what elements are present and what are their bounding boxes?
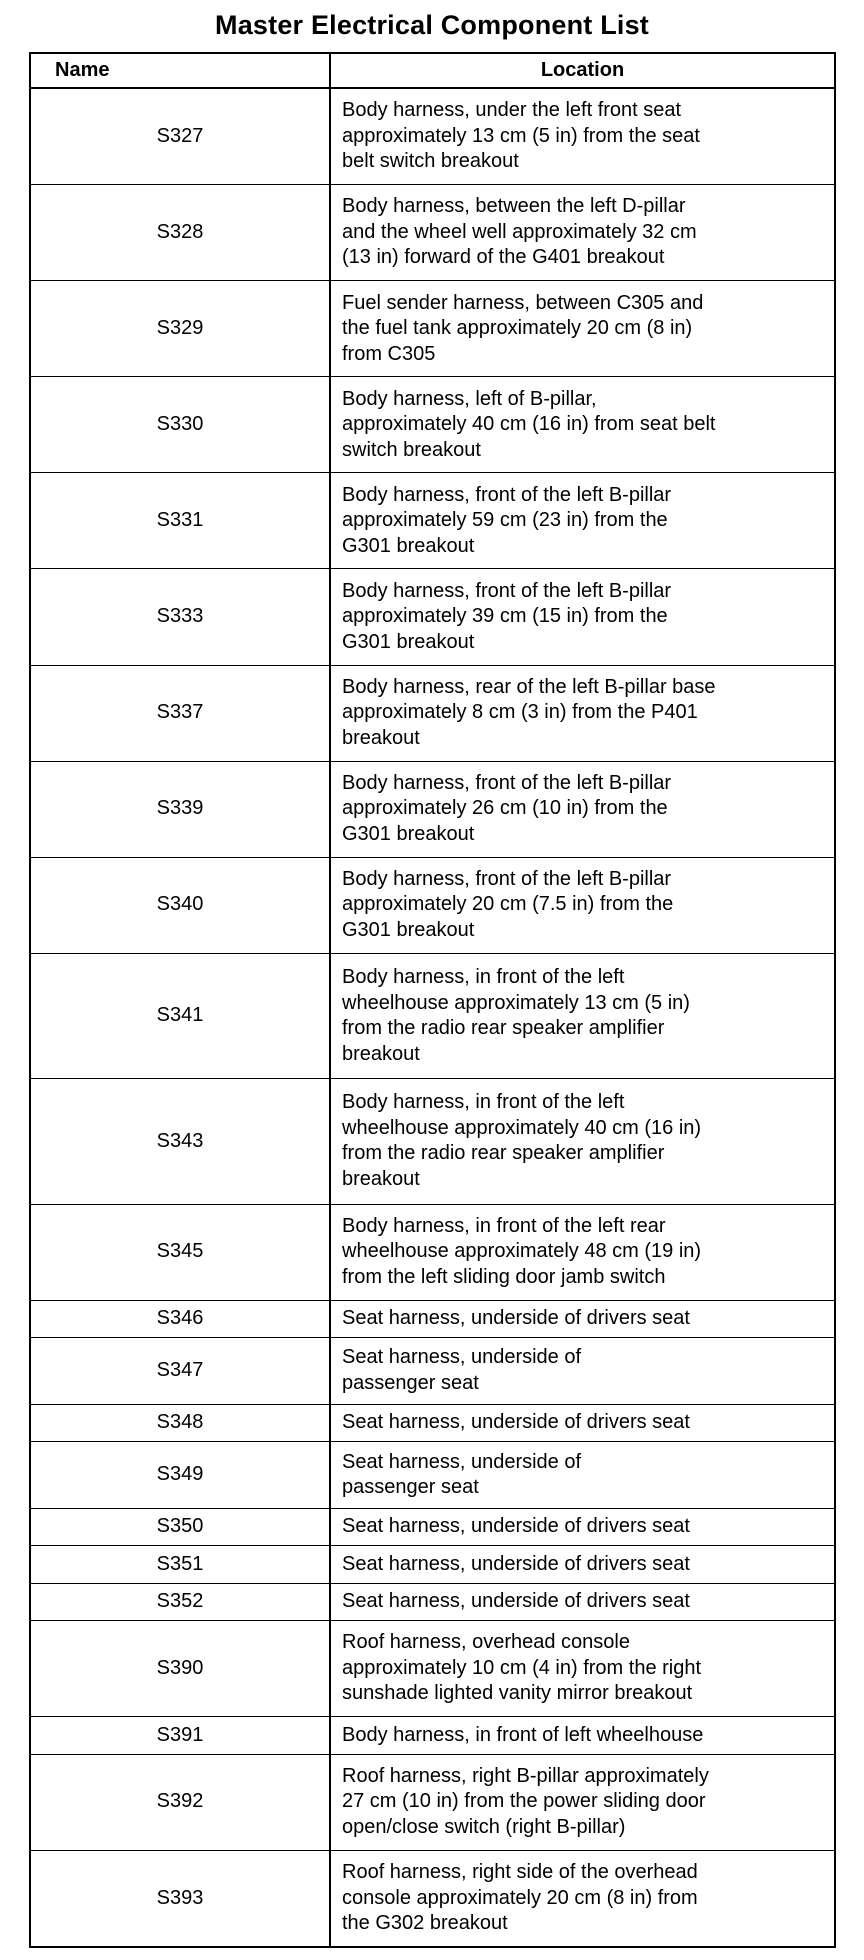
location-line: Body harness, in front of the left [342,966,625,988]
location-line: G301 breakout [342,918,475,941]
location-line: Body harness, front of the left B-pillar [342,579,672,602]
location-line: (13 in) forward of the G401 breakout [342,246,665,269]
location-line: Seat harness, underside of drivers seat [342,1552,690,1575]
component-location-cell [330,1850,834,1946]
location-line: Seat harness, underside of drivers seat [342,1411,690,1434]
location-line: Body harness, in front of left wheelhouse [342,1723,704,1746]
location-line: belt switch breakout [342,150,519,173]
component-name-cell: S347 [31,1338,330,1405]
table-row [31,1717,834,1754]
component-name-cell: S341 [31,953,330,1078]
location-line: Fuel sender harness, between C305 and [342,291,704,314]
component-name-cell: S343 [31,1079,330,1204]
component-location-cell [330,281,834,377]
component-location-cell [330,1508,834,1545]
table-row [31,1621,834,1717]
table-row [31,88,834,185]
table-row [31,1583,834,1620]
component-location-cell [330,1583,834,1620]
component-name-cell: S352 [31,1583,330,1620]
component-table-frame [29,52,836,1948]
component-name-cell: S327 [31,88,330,185]
location-line: wheelhouse approximately 13 cm (5 in) [342,991,690,1014]
component-name-cell: S392 [31,1754,330,1850]
table-row [31,1508,834,1545]
location-line: approximately 40 cm (16 in) from seat belt [342,413,716,436]
component-name-cell: S349 [31,1442,330,1509]
location-line: wheelhouse approximately 40 cm (16 in) [342,1116,702,1139]
table-row [31,569,834,665]
component-location-cell [330,88,834,185]
component-name-cell: S337 [31,665,330,761]
table-row [31,377,834,473]
location-line: open/close switch (right B-pillar) [342,1815,626,1838]
location-line: Seat harness, underside of drivers seat [342,1590,690,1613]
table-row [31,665,834,761]
location-line: Body harness, front of the left B-pillar [342,483,672,506]
component-location-cell [330,857,834,953]
location-line: approximately 10 cm (4 in) from the right [342,1656,702,1679]
location-line: switch breakout [342,438,481,461]
table-row [31,857,834,953]
component-name-cell: S328 [31,185,330,281]
component-location-cell [330,953,834,1078]
location-line: passenger seat [342,1476,479,1499]
component-location-cell [330,1621,834,1717]
location-line: breakout [342,1042,420,1065]
location-line: console approximately 20 cm (8 in) from [342,1886,698,1909]
page-title: Master Electrical Component List [215,10,649,40]
component-name-cell: S350 [31,1508,330,1545]
location-line: Body harness, left of B-pillar, [342,387,597,410]
component-location-cell [330,185,834,281]
location-line: approximately 26 cm (10 in) from the [342,797,668,820]
location-line: G301 breakout [342,822,475,845]
column-header-name: Name [31,54,330,88]
component-location-cell [330,665,834,761]
table-row [31,185,834,281]
table-row [31,761,834,857]
table-row [31,953,834,1078]
component-name-cell: S333 [31,569,330,665]
table-row [31,281,834,377]
component-location-cell [330,1338,834,1405]
location-line: from the radio rear speaker amplifier [342,1142,665,1165]
location-line: Body harness, front of the left B-pillar [342,771,672,794]
location-line: 27 cm (10 in) from the power sliding door [342,1790,706,1813]
component-name-cell: S330 [31,377,330,473]
location-line: Body harness, under the left front seat [342,99,682,122]
component-location-cell [330,1442,834,1509]
location-line: Roof harness, right side of the overhead [342,1861,698,1884]
location-line: from the radio rear speaker amplifier [342,1017,665,1039]
component-name-cell: S340 [31,857,330,953]
component-location-cell [330,1204,834,1300]
table-row [31,1442,834,1509]
component-name-cell: S351 [31,1546,330,1583]
location-line: passenger seat [342,1371,479,1394]
location-line: Body harness, in front of the left [342,1091,625,1114]
table-row [31,1338,834,1405]
location-line: wheelhouse approximately 48 cm (19 in) [342,1240,702,1263]
component-location-cell [330,1546,834,1583]
location-line: Seat harness, underside of [342,1346,582,1369]
location-line: Seat harness, underside of drivers seat [342,1515,690,1538]
location-line: approximately 20 cm (7.5 in) from the [342,893,674,916]
component-name-cell: S390 [31,1621,330,1717]
location-line: Body harness, in front of the left rear [342,1214,666,1237]
component-name-cell: S339 [31,761,330,857]
table-row [31,1204,834,1300]
location-line: G301 breakout [342,630,475,653]
location-line: sunshade lighted vanity mirror breakout [342,1682,693,1705]
component-location-cell [330,1404,834,1441]
location-line: approximately 39 cm (15 in) from the [342,605,668,628]
location-line: Roof harness, right B-pillar approximately [342,1764,709,1787]
location-line: breakout [342,726,420,749]
location-line: approximately 13 cm (5 in) from the seat [342,124,700,147]
location-line: Body harness, between the left D-pillar [342,195,686,218]
component-location-cell [330,377,834,473]
component-name-cell: S331 [31,473,330,569]
location-line: breakout [342,1167,420,1190]
table-row [31,1300,834,1337]
component-location-cell [330,1754,834,1850]
location-line: approximately 8 cm (3 in) from the P401 [342,701,698,724]
location-line: Body harness, rear of the left B-pillar base [342,675,716,698]
component-table [31,54,834,1946]
component-location-cell [330,1300,834,1337]
table-row [31,473,834,569]
location-line: the G302 breakout [342,1912,508,1935]
table-row [31,1850,834,1946]
component-name-cell: S393 [31,1850,330,1946]
location-line: Body harness, front of the left B-pillar [342,867,672,890]
location-line: and the wheel well approximately 32 cm [342,220,697,243]
component-name-cell: S348 [31,1404,330,1441]
location-line: Roof harness, overhead console [342,1631,630,1654]
table-row [31,1404,834,1441]
table-body [31,88,834,1946]
column-header-location: Location [330,54,834,88]
component-name-cell: S346 [31,1300,330,1337]
component-location-cell [330,473,834,569]
location-line: the fuel tank approximately 20 cm (8 in) [342,317,693,340]
table-row [31,1754,834,1850]
component-location-cell [330,761,834,857]
component-name-cell: S345 [31,1204,330,1300]
location-line: Seat harness, underside of [342,1450,582,1473]
location-line: approximately 59 cm (23 in) from the [342,509,668,532]
component-name-cell: S329 [31,281,330,377]
component-name-cell: S391 [31,1717,330,1754]
component-location-cell [330,1717,834,1754]
location-line: Seat harness, underside of drivers seat [342,1307,690,1330]
location-line: from C305 [342,342,436,365]
component-location-cell [330,1079,834,1204]
location-line: from the left sliding door jamb switch [342,1265,666,1288]
location-line: G301 breakout [342,534,475,557]
table-row [31,1546,834,1583]
component-location-cell [330,569,834,665]
table-row [31,1079,834,1204]
table-header-row [31,54,834,88]
